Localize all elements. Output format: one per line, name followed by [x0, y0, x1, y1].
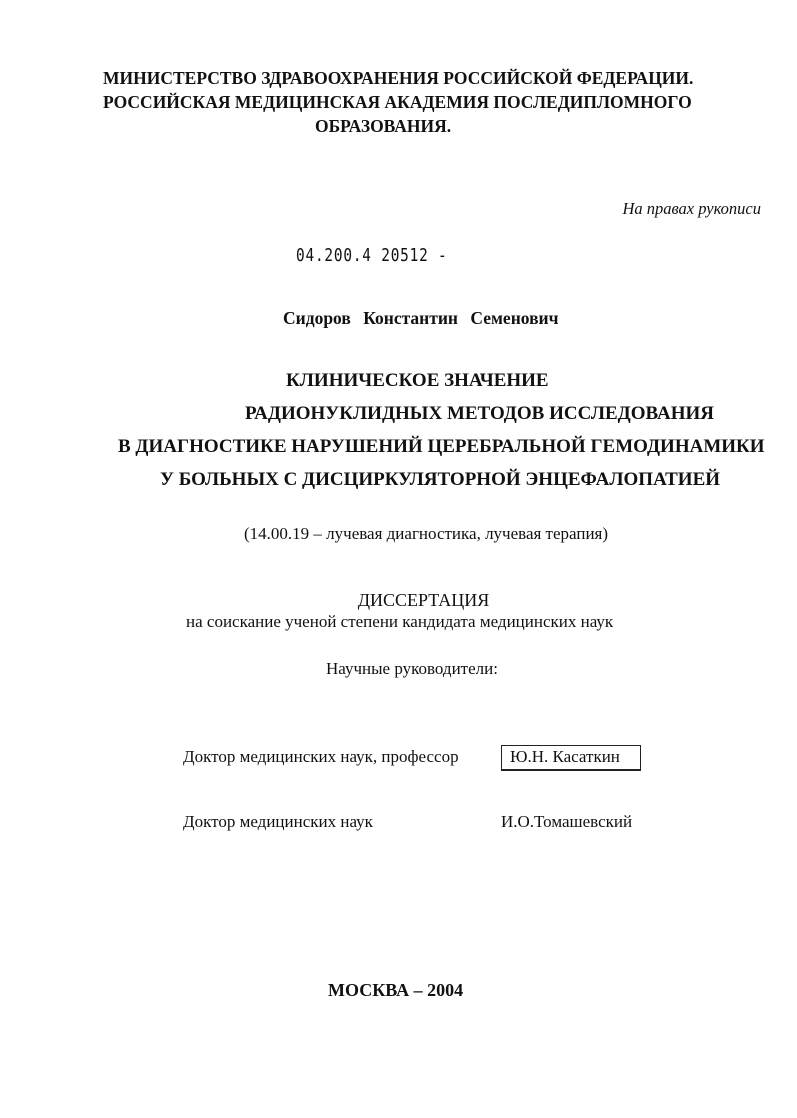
ministry-line-1: МИНИСТЕРСТВО ЗДРАВООХРАНЕНИЯ РОССИЙСКОЙ ФЕДЕРАЦИИ.	[103, 68, 694, 88]
title-line-3: В ДИАГНОСТИКЕ НАРУШЕНИЙ ЦЕРЕБРАЛЬНОЙ ГЕМОДИНАМИКИ	[118, 436, 765, 457]
supervisor-2-name: И.О.Томашевский	[501, 812, 633, 831]
degree-description: на соискание ученой степени кандидата медицинских наук	[186, 612, 614, 631]
specialty-code: (14.00.19 – лучевая диагностика, лучевая терапия)	[244, 524, 609, 543]
title-line-1: КЛИНИЧЕСКОЕ ЗНАЧЕНИЕ	[286, 370, 549, 391]
title-line-2: РАДИОНУКЛИДНЫХ МЕТОДОВ ИССЛЕДОВАНИЯ	[245, 403, 714, 424]
city-year: МОСКВА – 2004	[328, 980, 464, 1000]
supervisor-1-role: Доктор медицинских наук, профессор	[183, 747, 459, 766]
ministry-line-3: ОБРАЗОВАНИЯ.	[315, 116, 452, 136]
supervisor-2-role: Доктор медицинских наук	[183, 812, 373, 831]
supervisors-label: Научные руководители:	[326, 659, 498, 678]
manuscript-rights-note: На правах рукописи	[622, 199, 761, 218]
title-line-4: У БОЛЬНЫХ С ДИСЦИРКУЛЯТОРНОЙ ЭНЦЕФАЛОПАТИЕЙ	[160, 469, 721, 490]
supervisor-1-name: Ю.Н. Касаткин	[501, 745, 641, 771]
ministry-line-2: РОССИЙСКАЯ МЕДИЦИНСКАЯ АКАДЕМИЯ ПОСЛЕДИПЛОМНОГО	[103, 92, 692, 112]
library-stamp-number: 04.200.4 20512 -	[296, 245, 448, 266]
dissertation-heading: ДИССЕРТАЦИЯ	[357, 590, 490, 610]
ministry-header	[103, 66, 693, 138]
author-name: Сидоров Константин Семенович	[283, 308, 559, 328]
